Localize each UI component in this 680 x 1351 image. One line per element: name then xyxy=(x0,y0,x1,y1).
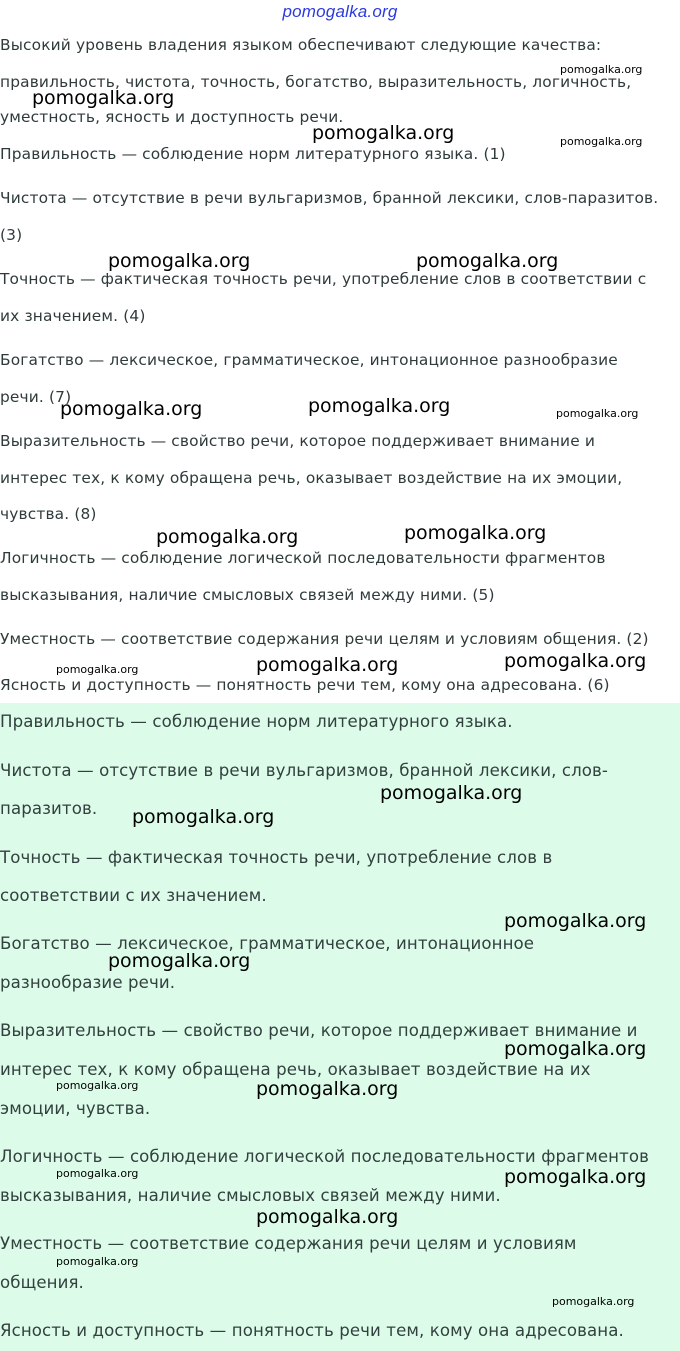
watermark: pomogalka.org xyxy=(552,1295,635,1308)
answer-line: соответствии с их значением. xyxy=(0,886,267,905)
watermark: pomogalka.org xyxy=(560,63,643,76)
watermark: pomogalka.org xyxy=(556,407,639,420)
intro-line: Высокий уровень владения языком обеспечивают следующие качества: xyxy=(0,36,602,54)
definition-line: Богатство — лексическое, грамматическое, интонационное разнообразие xyxy=(0,351,618,369)
answer-line: Выразительность — свойство речи, которое поддерживает внимание и xyxy=(0,1021,638,1040)
definition-line: Правильность — соблюдение норм литературного языка. (1) xyxy=(0,145,506,163)
watermark: pomogalka.org xyxy=(560,135,643,148)
answer-line: Точность — фактическая точность речи, употребление слов в xyxy=(0,848,553,867)
answer-line: высказывания, наличие смысловых связей между ними. xyxy=(0,1186,501,1205)
watermark: pomogalka.org xyxy=(132,806,275,828)
definition-line: Выразительность — свойство речи, которое поддерживает внимание и xyxy=(0,432,596,450)
watermark: pomogalka.org xyxy=(312,122,455,144)
definition-line: Уместность — соответствие содержания речи целям и условиям общения. (2) xyxy=(0,630,649,648)
watermark: pomogalka.org xyxy=(308,395,451,417)
watermark: pomogalka.org xyxy=(416,250,559,272)
watermark: pomogalka.org xyxy=(504,1166,647,1188)
answer-line: Правильность — соблюдение норм литературного языка. xyxy=(0,712,513,731)
answer-line: Богатство — лексическое, грамматическое, интонационное xyxy=(0,934,535,953)
answer-line: Ясность и доступность — понятность речи тем, кому она адресована. xyxy=(0,1321,624,1340)
intro-line: уместность, ясность и доступность речи. xyxy=(0,108,344,126)
watermark: pomogalka.org xyxy=(256,1206,399,1228)
site-logo-link[interactable]: pomogalka.org xyxy=(282,2,398,21)
definition-line: их значением. (4) xyxy=(0,307,146,325)
definition-line: Ясность и доступность — понятность речи тем, кому она адресована. (6) xyxy=(0,676,610,694)
definition-line: высказывания, наличие смысловых связей между ними. (5) xyxy=(0,586,495,604)
watermark: pomogalka.org xyxy=(108,950,251,972)
watermark: pomogalka.org xyxy=(56,1167,139,1180)
watermark: pomogalka.org xyxy=(380,782,523,804)
answer-line: Уместность — соответствие содержания речи целям и условиям xyxy=(0,1234,577,1253)
watermark: pomogalka.org xyxy=(256,1078,399,1100)
answer-line: эмоции, чувства. xyxy=(0,1099,151,1118)
watermark: pomogalka.org xyxy=(56,1255,139,1268)
watermark: pomogalka.org xyxy=(404,522,547,544)
definition-line: Логичность — соблюдение логической последовательности фрагментов xyxy=(0,549,606,567)
watermark: pomogalka.org xyxy=(60,398,203,420)
watermark: pomogalka.org xyxy=(56,663,139,676)
definition-line: Точность — фактическая точность речи, употребление слов в соответствии с xyxy=(0,270,647,288)
watermark: pomogalka.org xyxy=(504,650,647,672)
answer-line: Чистота — отсутствие в речи вульгаризмов, бранной лексики, слов- xyxy=(0,761,609,780)
answer-line: разнообразие речи. xyxy=(0,973,176,992)
answer-line: интерес тех, к кому обращена речь, оказывает воздействие на их xyxy=(0,1060,591,1079)
watermark: pomogalka.org xyxy=(108,250,251,272)
answer-line: общения. xyxy=(0,1273,84,1292)
definition-line: интерес тех, к кому обращена речь, оказывает воздействие на их эмоции, xyxy=(0,469,623,487)
definition-line: (3) xyxy=(0,226,23,244)
watermark: pomogalka.org xyxy=(504,910,647,932)
watermark: pomogalka.org xyxy=(256,654,399,676)
answer-line: паразитов. xyxy=(0,799,98,818)
watermark: pomogalka.org xyxy=(32,87,175,109)
definition-line: Чистота — отсутствие в речи вульгаризмов, бранной лексики, слов-паразитов. xyxy=(0,189,659,207)
watermark: pomogalka.org xyxy=(56,1079,139,1092)
intro-line: правильность, чистота, точность, богатство, выразительность, логичность, xyxy=(0,73,632,91)
answer-line: Логичность — соблюдение логической последовательности фрагментов xyxy=(0,1147,649,1166)
site-header xyxy=(0,0,680,26)
watermark: pomogalka.org xyxy=(504,1038,647,1060)
definition-line: речи. (7) xyxy=(0,388,72,406)
watermark: pomogalka.org xyxy=(156,526,299,548)
definition-line: чувства. (8) xyxy=(0,505,97,523)
